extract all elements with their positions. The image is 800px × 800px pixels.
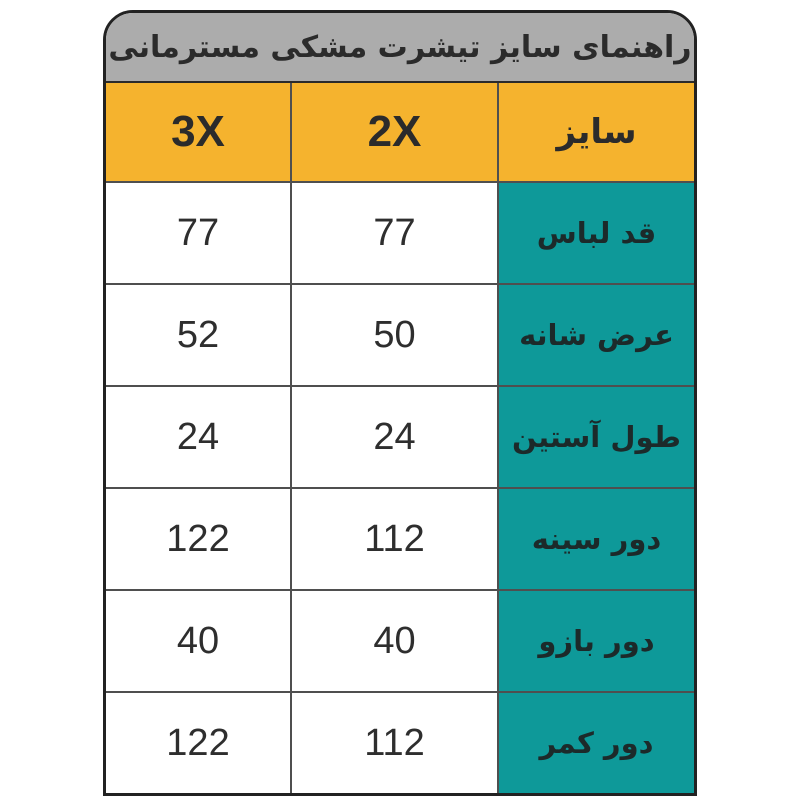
column-header-2x: 2X: [292, 83, 497, 181]
column-header-3x: 3X: [106, 83, 290, 181]
size-table: [106, 83, 694, 793]
cell-waist-circumference-3x: 122: [106, 693, 290, 793]
row-label-chest-circumference: دور سینه: [499, 489, 694, 589]
cell-shoulder-width-2x: 50: [292, 285, 497, 385]
size-guide-card: [103, 10, 697, 796]
column-header-size: سایز: [499, 83, 694, 181]
row-label-sleeve-length: طول آستین: [499, 387, 694, 487]
cell-garment-length-2x: 77: [292, 183, 497, 283]
page-title: راهنمای سایز تیشرت مشکی مسترمانی: [108, 29, 692, 65]
cell-shoulder-width-3x: 52: [106, 285, 290, 385]
title-bar: [106, 13, 694, 83]
cell-waist-circumference-2x: 112: [292, 693, 497, 793]
cell-garment-length-3x: 77: [106, 183, 290, 283]
row-label-arm-circumference: دور بازو: [499, 591, 694, 691]
cell-chest-circumference-3x: 122: [106, 489, 290, 589]
cell-sleeve-length-3x: 24: [106, 387, 290, 487]
cell-arm-circumference-2x: 40: [292, 591, 497, 691]
cell-sleeve-length-2x: 24: [292, 387, 497, 487]
row-label-shoulder-width: عرض شانه: [499, 285, 694, 385]
row-label-waist-circumference: دور کمر: [499, 693, 694, 793]
cell-chest-circumference-2x: 112: [292, 489, 497, 589]
cell-arm-circumference-3x: 40: [106, 591, 290, 691]
row-label-garment-length: قد لباس: [499, 183, 694, 283]
